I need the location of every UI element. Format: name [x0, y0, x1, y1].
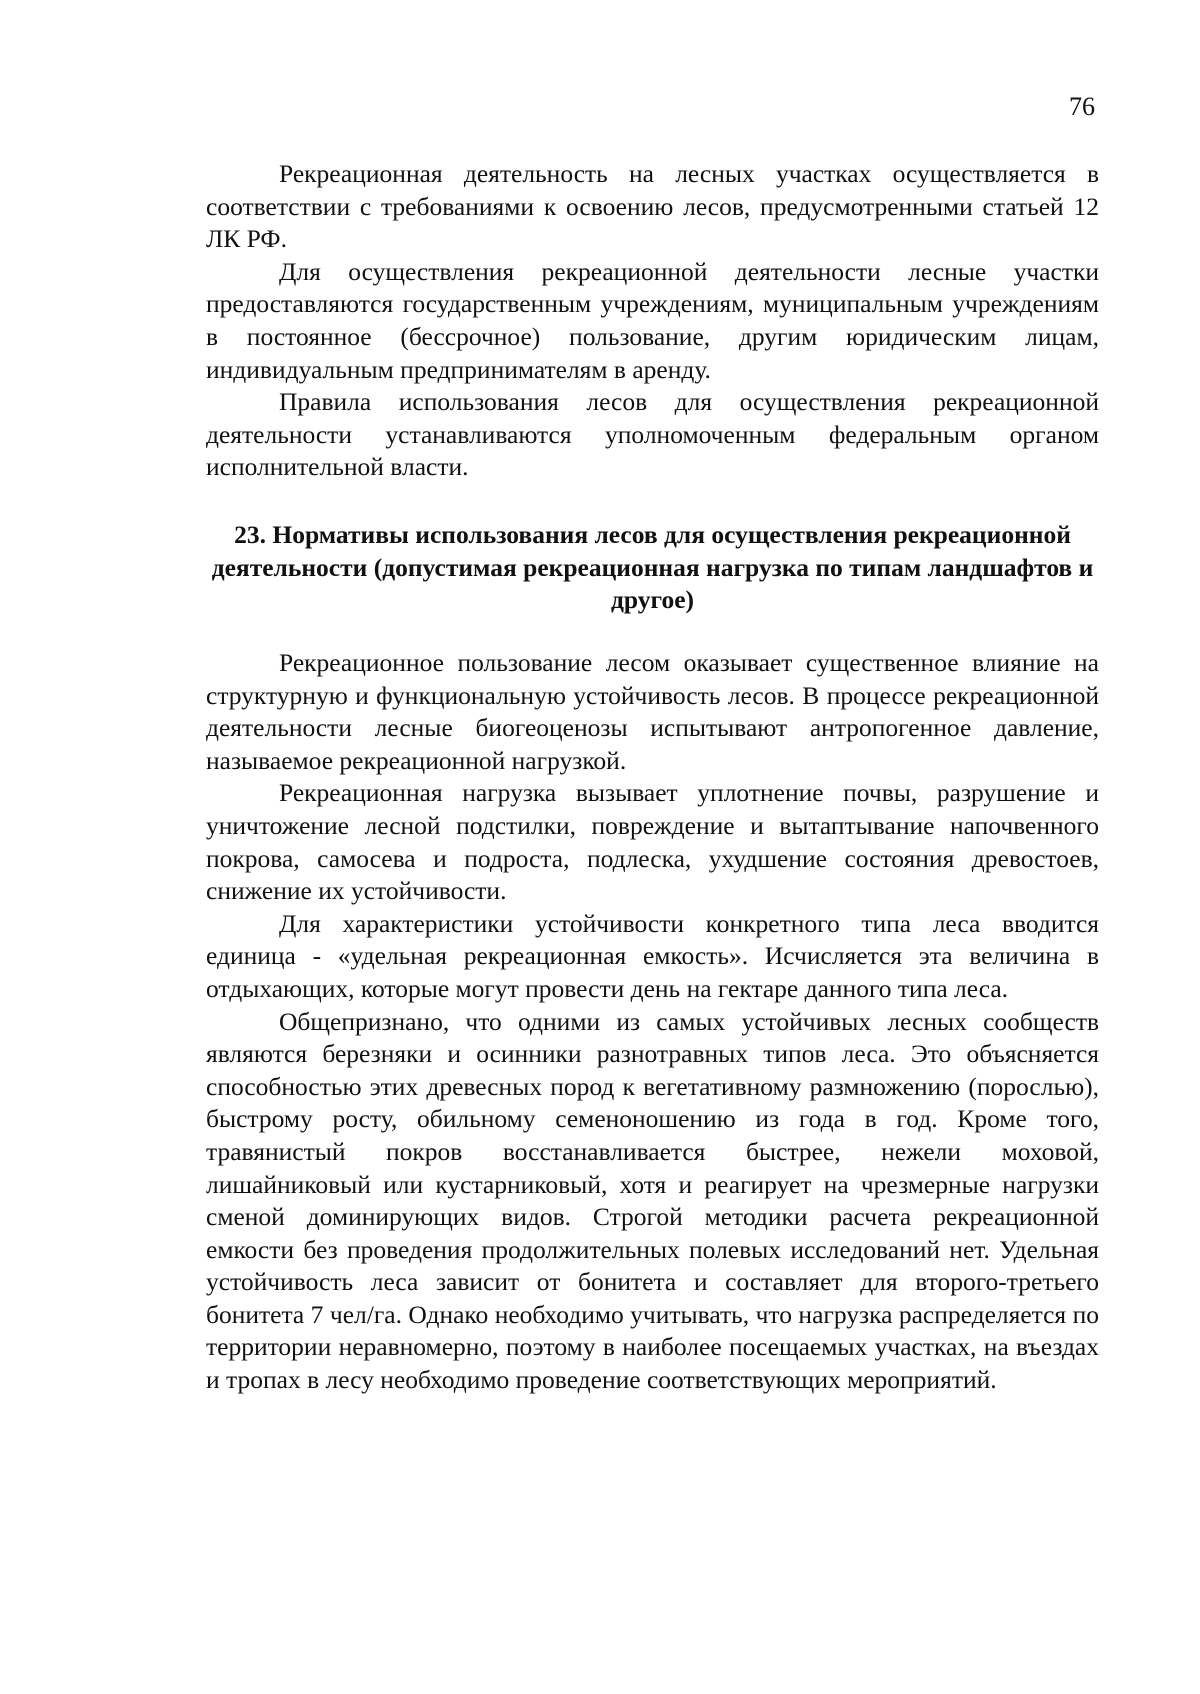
- section-text-block: [206, 647, 1099, 1397]
- paragraph: Для осуществления рекреационной деятельности лесные участки предоставляются государственным учреждениям, муниципальным учреждениям в постоянное (бессрочное) пользование, другим юридическим лицам, индивидуальным предпринимателям в аренду.: [206, 256, 1099, 384]
- paragraph: Рекреационная нагрузка вызывает уплотнение почвы, разрушение и уничтожение лесной подстилки, повреждение и вытаптывание напочвенного покрова, самосева и подроста, подлеска, ухудшение состояния древостоев, снижение их устойчивости.: [206, 778, 1099, 906]
- section-heading: 23. Нормативы использования лесов для осуществления рекреационной деятельности (допустимая рекреационная нагрузка по типам ландшафтов и другое): [211, 520, 1094, 615]
- page-number: 76: [1069, 92, 1095, 121]
- paragraph: Общепризнано, что одними из самых устойчивых лесных сообществ являются березняки и осинники разнотравных типов леса. Это объясняется способностью этих древесных пород к вегетативному размножению (порослью), быстрому росту, обильному семеноношению из года в год. Кроме того, травянистый покров восстанавливается быстрее, нежели моховой, лишайниковый или кустарниковый, хотя и реагирует на чрезмерные нагрузки сменой доминирующих видов. Строгой методики расчета рекреационной емкости без проведения продолжительных полевых исследований нет. Удельная устойчивость леса зависит от бонитета и составляет для второго-третьего бонитета 7 чел/га. Однако необходимо учитывать, что нагрузка распределяется по территории неравномерно, поэтому в наиболее посещаемых участках, на въездах и тропах в лесу необходимо проведение соответствующих мероприятий.: [206, 1006, 1099, 1395]
- paragraph: Для характеристики устойчивости конкретного типа леса вводится единица - «удельная рекреационная емкость». Исчисляется эта величина в отдыхающих, которые могут провести день на гектаре данного типа леса.: [206, 908, 1099, 1003]
- paragraph: Рекреационное пользование лесом оказывает существенное влияние на структурную и функциональную устойчивость лесов. В процессе рекреационной деятельности лесные биогеоценозы испытывают антропогенное давление, называемое рекреационной нагрузкой.: [206, 648, 1099, 775]
- intro-text-block: [206, 158, 1099, 484]
- paragraph: Рекреационная деятельность на лесных участках осуществляется в соответствии с требованиями к освоению лесов, предусмотренными статьей 12 ЛК РФ.: [206, 159, 1099, 254]
- paragraph: Правила использования лесов для осуществления рекреационной деятельности устанавливаются уполномоченным федеральным органом исполнительной власти.: [206, 387, 1099, 482]
